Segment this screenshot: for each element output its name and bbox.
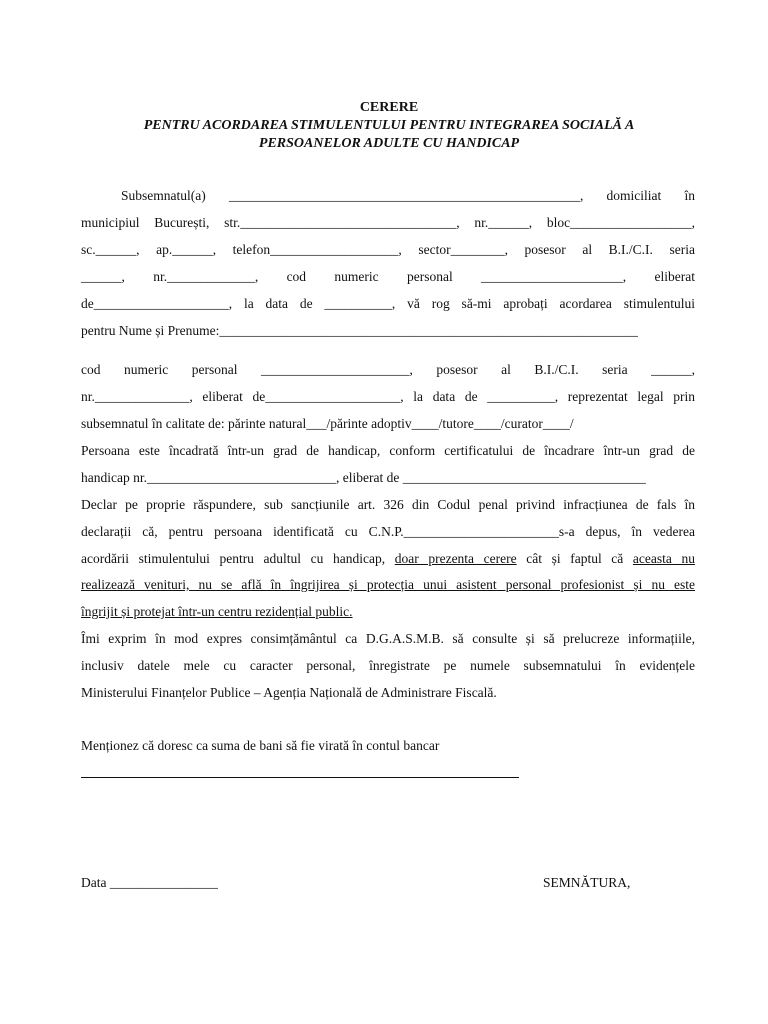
declaration-underlined-text: aceasta nu xyxy=(632,551,695,566)
address-line: municipiul București, str.________________________________, nr.______, bloc__________________, xyxy=(81,215,695,230)
applicant-name-line: Subsemnatul(a) ____________________________________________________, domiciliat în xyxy=(121,188,695,203)
id-series-line: ______, nr._____________, cod numeric personal _____________________, eliberat xyxy=(81,269,695,284)
beneficiary-name-line: pentru Nume și Prenume:______________________________________________________________ xyxy=(81,323,638,338)
form-subtitle-line-1: PENTRU ACORDAREA STIMULENTULUI PENTRU INTEGRAREA SOCIALĂ A xyxy=(143,118,635,133)
declaration-text: cât și faptul că xyxy=(516,551,633,566)
bank-account-text: Menționez că doresc ca suma de bani să fie virată în contul bancar xyxy=(81,738,440,753)
consent-line-3: Ministerului Finanțelor Publice – Agenția Națională de Administrare Fiscală. xyxy=(81,685,497,700)
declaration-line-5: îngrijit și protejat într-un centru rezidențial public. xyxy=(81,604,353,619)
declaration-underlined-text: doar prezenta cerere xyxy=(394,551,517,566)
declaration-line-2: declarații că, pentru persoana identificată cu C.N.P._______________________s-a depus, în vederea xyxy=(81,524,695,539)
signature-label: SEMNĂTURA, xyxy=(543,875,631,890)
consent-line-1: Îmi exprim în mod expres consimțământul ca D.G.A.S.M.B. să consulte și să prelucreze informațiile, xyxy=(81,631,695,646)
form-subtitle-line-2: PERSOANELOR ADULTE CU HANDICAP xyxy=(258,136,520,151)
certificate-number-line: handicap nr.____________________________, eliberat de ____________________________________ xyxy=(81,470,646,485)
beneficiary-cnp-line: cod numeric personal ______________________, posesor al B.I./C.I. seria ______, xyxy=(81,362,695,377)
date-field: Data ________________ xyxy=(81,875,218,890)
declaration-line-4: realizează venituri, nu se află în îngrijirea și protecția unui asistent personal profesionist și nu este xyxy=(81,577,695,592)
declaration-line-3 xyxy=(81,550,695,568)
address-id-line: sc.______, ap.______, telefon___________________, sector________, posesor al B.I./C.I. seria xyxy=(81,242,695,257)
bank-account-blank-line xyxy=(81,777,519,778)
form-title: CERERE xyxy=(359,100,419,115)
handicap-certificate-line: Persoana este încadrată într-un grad de handicap, conform certificatului de încadrare într-un grad de xyxy=(81,443,695,458)
legal-representative-line: subsemnatul în calitate de: părinte natural___/părinte adoptiv____/tutore____/curator____/ xyxy=(81,416,574,431)
beneficiary-id-line: nr.______________, eliberat de____________________, la data de __________, reprezentat legal prin xyxy=(81,389,695,404)
issued-by-line: de____________________, la data de __________, vă rog să-mi aprobați acordarea stimulentului xyxy=(81,296,695,311)
consent-line-2: inclusiv datele mele cu caracter personal, înregistrate pe numele subsemnatului în evidențele xyxy=(81,658,695,673)
declaration-line-1: Declar pe proprie răspundere, sub sancțiunile art. 326 din Codul penal privind infracțiunea de fals în xyxy=(81,497,695,512)
declaration-text: acordării stimulentului pentru adultul cu handicap, xyxy=(81,551,395,566)
